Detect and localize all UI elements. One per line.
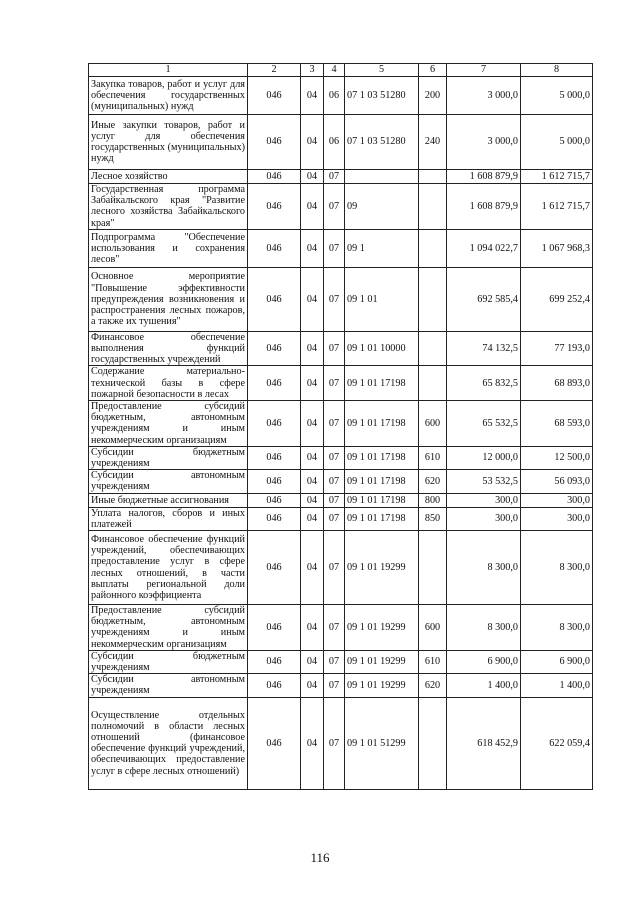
header-cell: 7 [447,64,521,77]
row-pr-cell: 07 [324,605,345,651]
header-cell: 2 [248,64,301,77]
row-sum-2025-cell: 5 000,0 [521,115,593,170]
table-row [89,267,593,331]
row-sum-2024-cell: 74 132,5 [447,331,521,366]
row-name-cell: Лесное хозяйство [89,170,248,184]
row-vr-cell: 610 [419,446,447,469]
header-cell: 3 [301,64,324,77]
row-rz-cell: 04 [301,507,324,530]
row-name-cell: Субсидии автономным учреждениям [89,674,248,697]
row-sum-2025-cell: 77 193,0 [521,331,593,366]
row-pr-cell: 07 [324,531,345,605]
row-rz-cell: 04 [301,115,324,170]
row-ved-cell: 046 [248,115,301,170]
row-csr-cell [345,170,419,184]
row-name-cell: Субсидии автономным учреждениям [89,470,248,493]
row-csr-cell: 09 1 01 [345,267,419,331]
table-header-row [89,64,593,77]
row-ved-cell: 046 [248,267,301,331]
row-pr-cell: 07 [324,170,345,184]
row-sum-2024-cell: 53 532,5 [447,470,521,493]
row-name-cell: Иные бюджетные ассигнования [89,493,248,507]
table-row [89,605,593,651]
row-rz-cell: 04 [301,77,324,115]
row-rz-cell: 04 [301,446,324,469]
row-rz-cell: 04 [301,229,324,267]
header-cell: 6 [419,64,447,77]
row-vr-cell [419,184,447,230]
row-sum-2025-cell: 6 900,0 [521,650,593,673]
page-number: 116 [310,850,330,865]
row-ved-cell: 046 [248,184,301,230]
row-ved-cell: 046 [248,493,301,507]
row-csr-cell: 09 1 01 17198 [345,507,419,530]
row-vr-cell: 620 [419,470,447,493]
row-sum-2024-cell: 1 400,0 [447,674,521,697]
table-row [89,674,593,697]
row-csr-cell: 09 1 01 17198 [345,493,419,507]
row-sum-2024-cell: 692 585,4 [447,267,521,331]
row-pr-cell: 07 [324,470,345,493]
row-rz-cell: 04 [301,184,324,230]
row-sum-2024-cell: 12 000,0 [447,446,521,469]
row-sum-2025-cell: 1 400,0 [521,674,593,697]
row-pr-cell: 07 [324,331,345,366]
row-csr-cell: 09 1 01 19299 [345,650,419,673]
table-row [89,184,593,230]
row-rz-cell: 04 [301,170,324,184]
row-sum-2025-cell: 1 612 715,7 [521,184,593,230]
row-sum-2025-cell: 622 059,4 [521,697,593,789]
row-name-cell: Субсидии бюджетным учреждениям [89,446,248,469]
table-row [89,531,593,605]
row-pr-cell: 06 [324,77,345,115]
row-ved-cell: 046 [248,470,301,493]
row-rz-cell: 04 [301,401,324,447]
row-pr-cell: 06 [324,115,345,170]
row-csr-cell: 09 1 [345,229,419,267]
row-vr-cell [419,366,447,401]
row-pr-cell: 07 [324,674,345,697]
header-cell: 4 [324,64,345,77]
row-ved-cell: 046 [248,366,301,401]
row-rz-cell: 04 [301,605,324,651]
row-sum-2024-cell: 1 608 879,9 [447,170,521,184]
row-name-cell: Уплата налогов, сборов и иных платежей [89,507,248,530]
row-vr-cell: 240 [419,115,447,170]
row-ved-cell: 046 [248,401,301,447]
row-name-cell: Содержание материально-технической базы в сфере пожарной безопасности в лесах [89,366,248,401]
row-sum-2025-cell: 8 300,0 [521,531,593,605]
table-row [89,493,593,507]
row-ved-cell: 046 [248,650,301,673]
row-vr-cell [419,170,447,184]
row-csr-cell: 09 1 01 10000 [345,331,419,366]
table-row [89,650,593,673]
table-row [89,401,593,447]
row-name-cell: Предоставление субсидий бюджетным, автономным учреждениям и иным некоммерческим организациям [89,401,248,447]
table-row [89,331,593,366]
row-sum-2025-cell: 1 067 968,3 [521,229,593,267]
row-ved-cell: 046 [248,697,301,789]
table-row [89,507,593,530]
row-sum-2025-cell: 699 252,4 [521,267,593,331]
row-vr-cell [419,267,447,331]
row-name-cell: Субсидии бюджетным учреждениям [89,650,248,673]
row-vr-cell: 200 [419,77,447,115]
table-row [89,77,593,115]
row-rz-cell: 04 [301,267,324,331]
row-csr-cell: 09 1 01 17198 [345,470,419,493]
row-sum-2025-cell: 56 093,0 [521,470,593,493]
row-csr-cell: 09 1 01 51299 [345,697,419,789]
row-sum-2025-cell: 1 612 715,7 [521,170,593,184]
row-sum-2024-cell: 65 832,5 [447,366,521,401]
row-rz-cell: 04 [301,331,324,366]
row-rz-cell: 04 [301,674,324,697]
row-csr-cell: 09 1 01 17198 [345,366,419,401]
row-ved-cell: 046 [248,507,301,530]
row-name-cell: Основное мероприятие "Повышение эффективности предупреждения возникновения и распространения лесных пожаров, а также их тушения" [89,267,248,331]
row-ved-cell: 046 [248,531,301,605]
row-vr-cell: 850 [419,507,447,530]
row-rz-cell: 04 [301,650,324,673]
row-vr-cell [419,229,447,267]
row-vr-cell: 600 [419,401,447,447]
row-pr-cell: 07 [324,493,345,507]
row-ved-cell: 046 [248,446,301,469]
row-name-cell: Иные закупки товаров, работ и услуг для обеспечения государственных (муниципальных) нужд [89,115,248,170]
row-csr-cell: 09 1 01 19299 [345,605,419,651]
row-sum-2024-cell: 300,0 [447,507,521,530]
row-vr-cell: 610 [419,650,447,673]
row-vr-cell: 600 [419,605,447,651]
row-ved-cell: 046 [248,77,301,115]
header-cell: 8 [521,64,593,77]
table-row [89,229,593,267]
row-sum-2024-cell: 618 452,9 [447,697,521,789]
row-sum-2025-cell: 5 000,0 [521,77,593,115]
row-sum-2024-cell: 6 900,0 [447,650,521,673]
row-csr-cell: 07 1 03 51280 [345,77,419,115]
row-sum-2025-cell: 68 893,0 [521,366,593,401]
row-pr-cell: 07 [324,229,345,267]
row-sum-2025-cell: 300,0 [521,507,593,530]
row-sum-2024-cell: 3 000,0 [447,77,521,115]
row-csr-cell: 09 1 01 17198 [345,401,419,447]
row-name-cell: Закупка товаров, работ и услуг для обеспечения государственных (муниципальных) нужд [89,77,248,115]
row-rz-cell: 04 [301,470,324,493]
row-csr-cell: 09 1 01 19299 [345,674,419,697]
row-ved-cell: 046 [248,674,301,697]
row-sum-2024-cell: 8 300,0 [447,531,521,605]
header-cell: 5 [345,64,419,77]
row-pr-cell: 07 [324,446,345,469]
row-csr-cell: 07 1 03 51280 [345,115,419,170]
budget-table [88,63,593,790]
row-name-cell: Предоставление субсидий бюджетным, автономным учреждениям и иным некоммерческим организациям [89,605,248,651]
row-pr-cell: 07 [324,267,345,331]
table-row [89,170,593,184]
row-sum-2024-cell: 8 300,0 [447,605,521,651]
row-sum-2024-cell: 1 608 879,9 [447,184,521,230]
row-vr-cell [419,531,447,605]
row-name-cell: Государственная программа Забайкальского края "Развитие лесного хозяйства Забайкальского края" [89,184,248,230]
table-row [89,446,593,469]
row-pr-cell: 07 [324,401,345,447]
row-name-cell: Осуществление отдельных полномочий в области лесных отношений (финансовое обеспечение функций учреждений, обеспечивающих предоставление услуг в сфере лесных отношений) [89,697,248,789]
row-ved-cell: 046 [248,331,301,366]
table-row [89,697,593,789]
row-rz-cell: 04 [301,697,324,789]
table-row [89,470,593,493]
header-cell: 1 [89,64,248,77]
table-row [89,366,593,401]
row-sum-2025-cell: 300,0 [521,493,593,507]
row-rz-cell: 04 [301,531,324,605]
row-vr-cell [419,331,447,366]
row-name-cell: Финансовое обеспечение функций учреждений, обеспечивающих предоставление услуг в сфере лесных отношений, в части выплаты региональной доли районного коэффициента [89,531,248,605]
row-sum-2025-cell: 8 300,0 [521,605,593,651]
row-name-cell: Подпрограмма "Обеспечение использования и сохранения лесов" [89,229,248,267]
row-pr-cell: 07 [324,184,345,230]
row-pr-cell: 07 [324,650,345,673]
table-row [89,115,593,170]
row-sum-2024-cell: 1 094 022,7 [447,229,521,267]
row-sum-2025-cell: 12 500,0 [521,446,593,469]
row-sum-2025-cell: 68 593,0 [521,401,593,447]
row-vr-cell: 620 [419,674,447,697]
row-rz-cell: 04 [301,493,324,507]
row-pr-cell: 07 [324,366,345,401]
row-csr-cell: 09 1 01 17198 [345,446,419,469]
row-rz-cell: 04 [301,366,324,401]
row-pr-cell: 07 [324,697,345,789]
row-pr-cell: 07 [324,507,345,530]
row-ved-cell: 046 [248,605,301,651]
row-sum-2024-cell: 3 000,0 [447,115,521,170]
row-sum-2024-cell: 300,0 [447,493,521,507]
row-vr-cell [419,697,447,789]
row-sum-2024-cell: 65 532,5 [447,401,521,447]
row-vr-cell: 800 [419,493,447,507]
row-ved-cell: 046 [248,170,301,184]
row-ved-cell: 046 [248,229,301,267]
row-csr-cell: 09 1 01 19299 [345,531,419,605]
row-name-cell: Финансовое обеспечение выполнения функций государственных учреждений [89,331,248,366]
row-csr-cell: 09 [345,184,419,230]
